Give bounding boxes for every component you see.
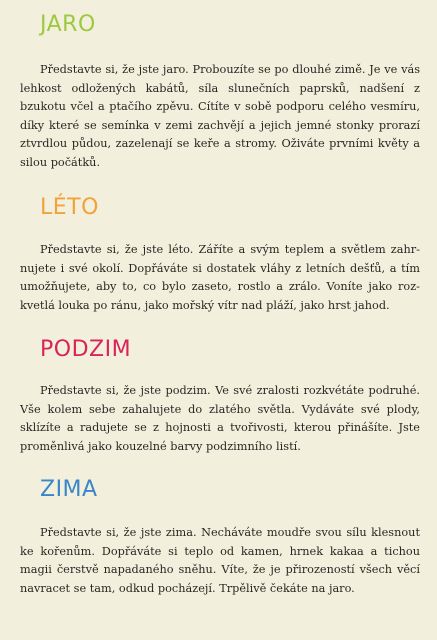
title-jaro: JARO [40,12,96,37]
title-zima: ZIMA [40,477,98,502]
paragraph-leto: Představte si, že jste léto. Záříte a svým teplem a světlem zahrnujete i své okolí. Dopřáváte si dostatek vláhy z letních dešťů, a tím umožňujete, aby to, co bylo zaseto, rostlo a zrálo. Voníte jako rozkvetlá louka po ránu, jako mořský vítr nad pláží, jako hrst jahod. [20,243,420,312]
paragraph-zima: Představte si, že jste zima. Necháváte moudře svou sílu klesnout ke kořenům. Dopřáváte si teplo od kamen, hrnek kakaa a tichou magii čerstvě napadaného sněhu. Víte, že je přirozeností všech věcí navracet se tam, odkud pocházejí. Trpělivě čekáte na jaro. [20,526,420,595]
title-podzim: PODZIM [40,337,132,362]
title-leto: LÉTO [40,195,99,220]
paragraph-jaro: Představte si, že jste jaro. Probouzíte se po dlouhé zimě. Je ve vás lehkost odložených kabátů, síla slunečních paprsků, nadšení z bzukotu včel a ptačího zpěvu. Cítíte v sobě podporu celého vesmíru, díky které se semínka v zemi zachvějí a jejich jemné stonky prorazí ztvrdlou půdou, zazelenají se keře a stromy. Oživáte prvními květy a silou počátků. [20,63,420,169]
paragraph-podzim: Představte si, že jste podzim. Ve své zralosti rozkvétáte podruhé. Vše kolem sebe zahalujete do zlatého světla. Vydáváte své plody, sklízíte a radujete se z hojnosti a tvořivosti, kterou přinášíte. Jste proměnlivá jako kouzelné barvy podzimního listí. [20,384,420,453]
